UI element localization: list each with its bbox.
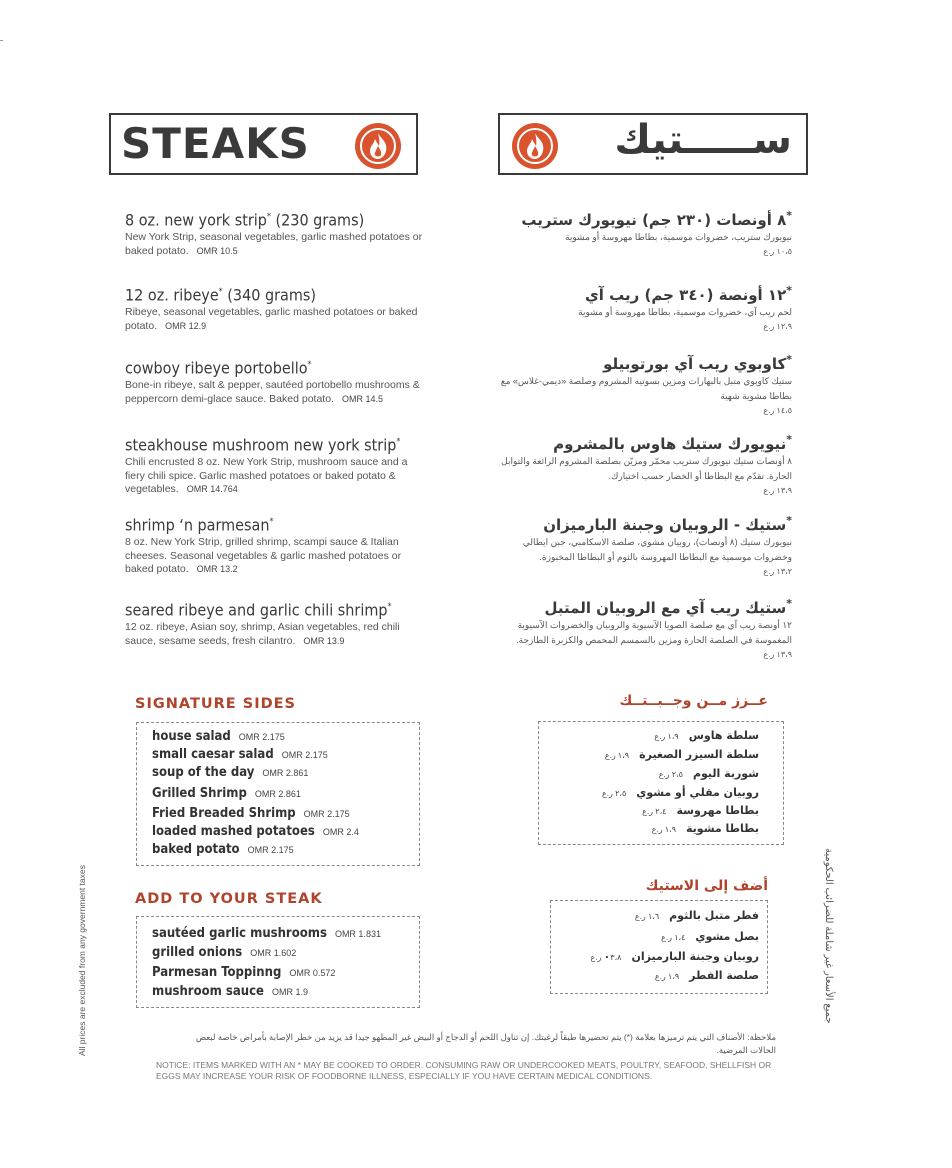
asterisk: * [786,514,792,527]
flame-icon [355,123,401,169]
item-name: ستيك - الروبيان وجبنة البارميزان [543,516,787,534]
menu-item-en [125,355,425,406]
addon-price: ١،٤ ر.ع [661,933,686,942]
item-name: كاوبوي ريب آي بورتوبيلو [603,355,787,373]
side-price: OMR 2.175 [281,750,328,760]
item-name-suffix: (340 grams) [222,285,316,305]
item-desc: 8 oz. New York Strip, grilled shrimp, scampi sauce & Italian cheeses. Seasonal vegetables & garlic mashed potatoes or baked potato. [125,536,402,576]
side-name: small caesar salad [152,747,274,762]
side-price: ٢،٤ ر.ع [642,807,667,816]
menu-item-ar [492,281,792,331]
item-desc: نيويورك ستيك (٨ أونصات)، روبيان مشوي، صلصة الاسكامبي، جبن ايطالي وخضروات موسمية مع البطاطا المهروسة بالثوم أو البطاطا المخبوزة. [522,537,792,562]
item-name: ٨ أونصات (٢٣٠ جم) نيويورك ستريب [521,211,787,229]
side-name: soup of the day [152,765,255,780]
side-price: OMR 2.4 [322,827,359,837]
corner-mark [0,40,3,41]
item-price: ١٢،٩ ر.ع [763,322,792,331]
side-price: OMR 2.861 [262,768,309,778]
side-price: OMR 2.175 [247,845,294,855]
notice-en: NOTICE: ITEMS MARKED WITH AN * MAY BE COOKED TO ORDER. CONSUMING RAW OR UNDERCOOKED MEATS, POULTRY, SEAFOOD, SHELLFISH OR EGGS MAY INCREASE YOUR RISK OF FOODBORNE ILLNESS, ESPECIALLY IF YOU HAVE CERTAIN MEDICAL CONDITIONS. [156,1060,772,1081]
asterisk: * [786,433,792,446]
menu-item-ar [492,430,792,495]
side-item [152,728,285,746]
side-price: ٢،٥ ر.ع [658,770,683,779]
item-name: نيويورك ستيك هاوس بالمشروم [553,435,787,453]
menu-item-en [125,432,425,497]
side-item-ar [642,802,759,821]
item-name: ١٢ أونصة (٣٤٠ جم) ريب آي [585,286,787,304]
menu-item-en [125,282,425,333]
addon-price: ١،٩ ر.ع [654,972,680,981]
addon-item [152,964,335,982]
item-desc: نيويورك ستريب، خضروات موسمية، بطاطا مهروسة أو مشوية [565,232,792,242]
asterisk: * [266,212,271,222]
side-price: OMR 2.861 [254,789,301,799]
addon-item-ar [655,967,759,986]
menu-item-en [125,597,425,648]
side-name: شوربة اليوم [692,767,759,780]
item-price: ١٣،٩ ر.ع [763,650,792,659]
item-desc: Chili encrusted 8 oz. New York Strip, mushroom sauce and a fiery chili spice. Garlic mashed potatoes or baked potato & vegetables. [125,456,408,496]
side-item [152,805,350,823]
item-price: ١٤،٥ ر.ع [763,406,792,415]
addon-name: Parmesan Toppinng [152,965,282,980]
item-name: seared ribeye and garlic chili shrimp [125,600,388,620]
tax-note-en: All prices are excluded from any government taxes [77,865,87,1056]
side-price: ١،٩ ر.ع [654,732,679,741]
addon-name: صلصة الفطر [689,969,759,982]
page-title-en: STEAKS [121,119,310,168]
addon-item-ar [635,907,759,926]
addon-name: grilled onions [152,945,243,960]
item-price: OMR 14.5 [341,393,383,404]
item-price: OMR 14.764 [186,484,238,495]
addon-price: OMR 0.572 [289,968,336,978]
side-name: سلطة هاوس [688,729,759,742]
addon-name: بصل مشوي [695,930,759,943]
addon-item-ar [590,948,759,967]
menu-item-en [125,207,425,258]
side-name: روبيان مقلي أو مشوي [636,786,759,799]
page-title-ar: ســـــتيك [614,117,792,163]
item-price: OMR 13.9 [303,635,345,646]
item-name: ستيك ريب آي مع الروبيان المتبل [544,599,787,617]
item-desc: 12 oz. ribeye, Asian soy, shrimp, Asian vegetables, red chili sauce, sesame seeds, fresh cilantro. [125,621,400,647]
side-name: سلطة السيزر الصغيرة [639,748,759,761]
asterisk: * [396,437,401,447]
side-price: OMR 2.175 [303,809,350,819]
item-name-suffix: (230 grams) [270,210,365,230]
side-item-ar [652,820,759,839]
side-name: Grilled Shrimp [152,786,247,801]
side-item [152,823,359,841]
item-price: ١٣،٩ ر.ع [763,486,792,495]
menu-item-ar [492,350,792,415]
item-name: 12 oz. ribeye [125,285,219,305]
signature-sides-heading: SIGNATURE SIDES [135,696,296,712]
side-name: loaded mashed potatoes [152,824,315,839]
addon-price: OMR 1.9 [271,987,308,997]
side-name: بطاطا مهروسة [676,804,759,817]
side-name: Fried Breaded Shrimp [152,806,296,821]
item-name: shrimp ‘n parmesan [125,515,270,535]
asterisk: * [218,287,223,297]
item-price: OMR 13.2 [196,564,238,575]
item-name: 8 oz. new york strip [125,210,267,230]
side-item-ar [605,746,759,765]
addon-item [152,983,308,1001]
menu-item-ar [492,206,792,256]
item-price: ١٣،٢ ر.ع [763,567,792,576]
add-to-steak-heading: ADD TO YOUR STEAK [135,891,323,907]
side-price: ٢،٥ ر.ع [601,789,627,798]
item-desc: New York Strip, seasonal vegetables, garlic mashed potatoes or baked potato. [125,231,423,257]
item-price: OMR 10.5 [196,245,238,256]
side-item [152,841,294,859]
title-box-en [109,113,418,175]
item-desc: Bone-in ribeye, salt & pepper, sautéed portobello mushrooms & peppercorn demi-glace sauce. Baked potato. [125,379,420,405]
side-item [152,785,301,803]
asterisk: * [307,360,312,370]
asterisk: * [387,602,392,612]
side-item-ar [659,765,759,784]
item-desc: لحم ريب آي، خضروات موسمية، بطاطا مهروسة أو مشوية [578,307,792,317]
item-desc: ستيك كاوبوي متبل بالبهارات ومزين بسوتيه المشروم وصلصة «ديمي-غلاس» مع بطاطا مشوية شهية [500,376,792,401]
addon-item [152,925,381,943]
menu-item-en [125,512,425,577]
addon-price: ١،٦ ر.ع [634,912,660,921]
asterisk: * [269,517,274,527]
addon-price: OMR 1.602 [250,948,297,958]
item-name: cowboy ribeye portobello [125,358,308,378]
item-price: ١٠،٥ ر.ع [763,247,792,256]
item-desc: Ribeye, seasonal vegetables, garlic mashed potatoes or baked potato. [125,306,418,332]
addon-name: روبيان وجبنة البارميزان٠ [603,950,759,963]
addon-item-ar [661,928,759,947]
item-desc: ٨ أونصات ستيك نيويورك ستريب محمّر ومزيّن بصلصة المشروم الرائعة والتوابل الحارة. تقدّم مع البطاطا أو الخضار حسب اختيارك. [501,456,792,481]
side-price: ١،٩ ر.ع [651,825,676,834]
side-name: house salad [152,729,231,744]
asterisk: * [786,597,792,610]
side-item-ar [654,727,759,746]
addon-price: ٣،٨ ر.ع [590,953,622,962]
asterisk: * [786,209,792,222]
side-name: بطاطا مشوية [686,822,759,835]
notice-ar: ملاحظة: الأصناف التي يتم ترميزها بعلامة (*) يتم تحضيرها طبقاً لرغبتك. إن تناول اللحم أو الدجاج أو البيض غير المطهو جيدا قد يزيد من خطر الإصابة بأمراض خاصة لبعض الحالات المرضية. [195,1032,776,1055]
item-name: steakhouse mushroom new york strip [125,435,397,455]
addon-name: sautéed garlic mushrooms [152,926,327,941]
side-item-ar [602,784,759,803]
asterisk: * [786,284,792,297]
menu-item-ar [492,594,792,659]
signature-sides-heading-ar: عــزز مــن وجــبــتــك [619,693,768,709]
addon-item [152,944,296,962]
addon-price: OMR 1.831 [334,929,381,939]
side-name: baked potato [152,842,240,857]
tax-note-ar: جميع الأسعار غير شاملة للضرائب الحكومية [823,848,834,1024]
side-item [152,746,328,764]
asterisk: * [786,353,792,366]
addon-name: mushroom sauce [152,984,264,999]
item-price: OMR 12.9 [165,320,207,331]
side-price: ١،٩ ر.ع [604,751,630,760]
menu-item-ar [492,511,792,576]
side-item [152,764,308,782]
side-price: OMR 2.175 [238,732,285,742]
add-to-steak-heading-ar: أضف إلى الاستيك [645,878,768,894]
item-desc: ١٢ أونصة ريب آي مع صلصة الصويا الآسيوية والروبيان والخضروات الآسيوية المغموسة في الصلصة الحارة ومزين بالسمسم المحمص والكزبرة الطازجة. [516,620,792,645]
addon-name: فطر متبل بالثوم [669,909,759,922]
title-box-ar [498,113,808,175]
flame-icon [512,123,558,169]
